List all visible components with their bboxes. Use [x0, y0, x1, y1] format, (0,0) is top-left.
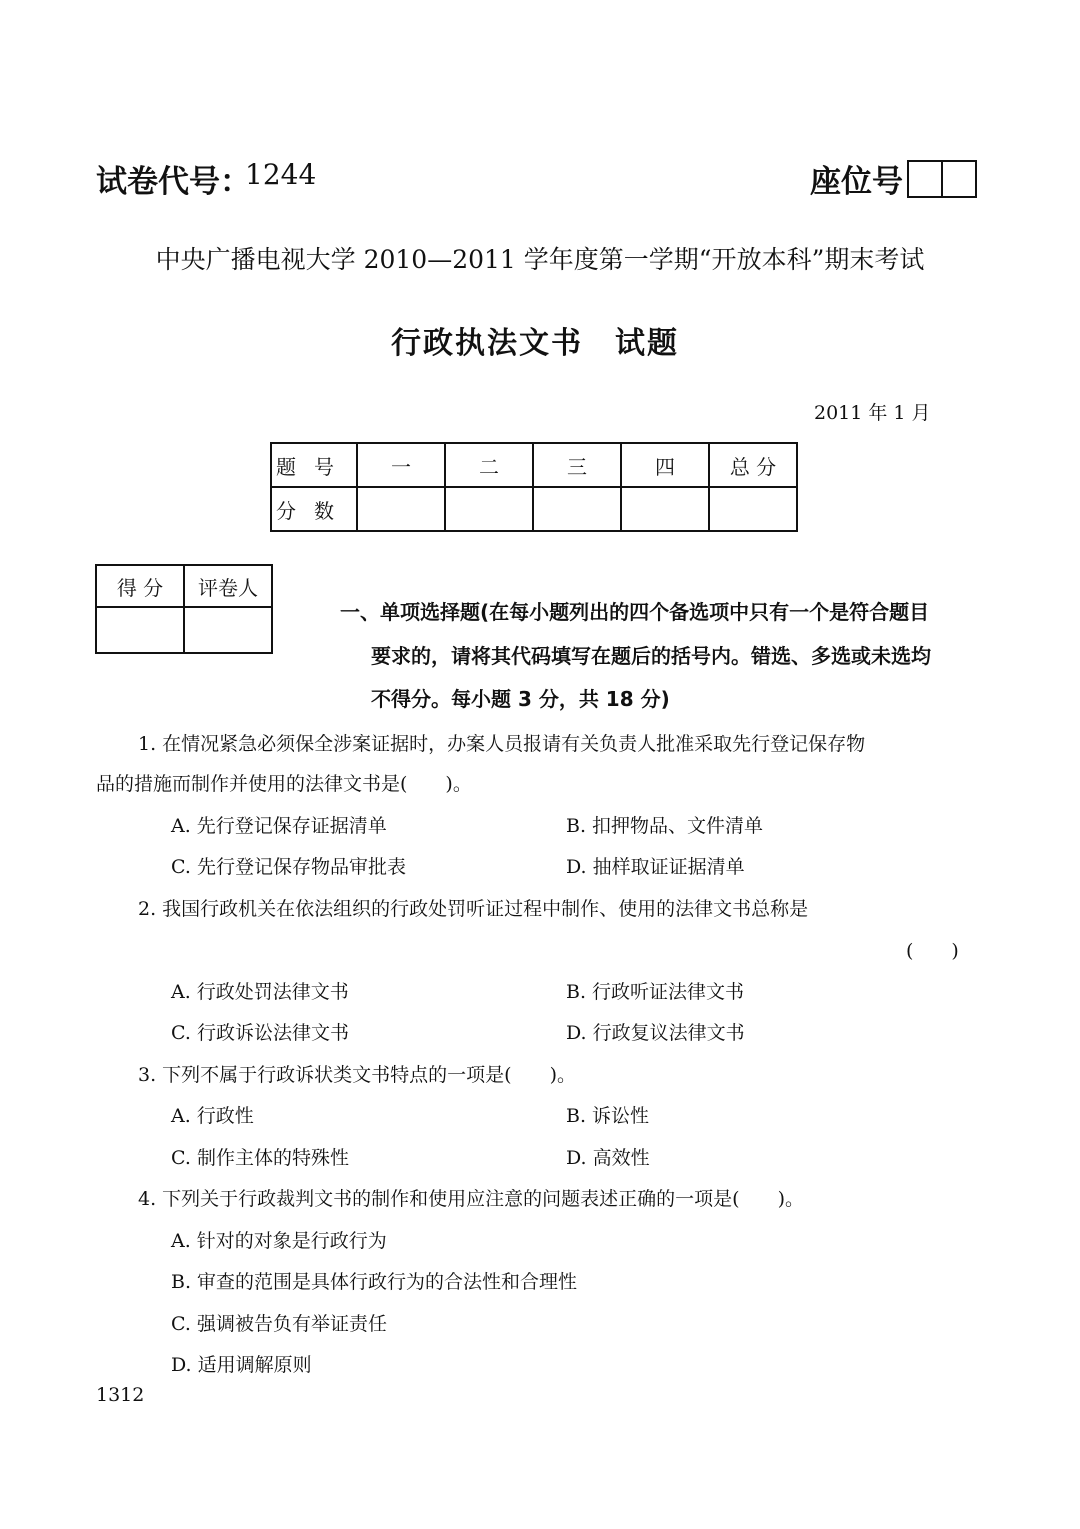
question-4-option-c: C. 强调被告负有举证责任 [171, 1313, 387, 1335]
score-table-row-head-score: 分数 [271, 487, 357, 531]
question-1-option-b: B. 扣押物品、文件清单 [566, 815, 764, 837]
question-4-option-d: D. 适用调解原则 [171, 1354, 312, 1376]
seat-box-2[interactable] [941, 162, 975, 196]
grader-name-cell[interactable] [184, 607, 272, 653]
score-cell-4[interactable] [621, 487, 709, 531]
grader-score-cell[interactable] [96, 607, 184, 653]
question-3-option-d: D. 高效性 [566, 1147, 650, 1169]
page-number: 1312 [96, 1384, 145, 1406]
question-2-text: 2. 我国行政机关在依法组织的行政处罚听证过程中制作、使用的法律文书总称是 [138, 898, 809, 920]
question-3-option-a: A. 行政性 [171, 1105, 254, 1127]
question-2-option-a: A. 行政处罚法律文书 [171, 981, 349, 1003]
question-4-option-b: B. 审查的范围是具体行政行为的合法性和合理性 [171, 1271, 578, 1293]
seat-number [810, 156, 977, 201]
question-2-option-b: B. 行政听证法律文书 [566, 981, 745, 1003]
question-4-text: 4. 下列关于行政裁判文书的制作和使用应注意的问题表述正确的一项是( )。 [138, 1188, 804, 1210]
score-table-row-head-question: 题号 [271, 443, 357, 487]
exam-title: 行政执法文书 试题 [391, 326, 679, 361]
score-table [270, 442, 798, 532]
score-table-col-total: 总 分 [709, 443, 797, 487]
grader-score-label: 得 分 [96, 565, 184, 607]
score-cell-3[interactable] [533, 487, 621, 531]
question-1-text-cont: 品的措施而制作并使用的法律文书是( )。 [96, 773, 472, 795]
question-2-option-c: C. 行政诉讼法律文书 [171, 1022, 349, 1044]
section-1-instructions-line-2: 要求的，请将其代码填写在题后的括号内。错选、多选或未选均 [371, 644, 931, 668]
exam-code-label: 试卷代号： [96, 164, 251, 200]
grader-name-label: 评卷人 [184, 565, 272, 607]
question-4-option-a: A. 针对的对象是行政行为 [171, 1230, 387, 1252]
question-1-option-a: A. 先行登记保存证据清单 [171, 815, 387, 837]
score-table-col-1: 一 [357, 443, 445, 487]
question-1-option-d: D. 抽样取证证据清单 [566, 856, 745, 878]
score-cell-2[interactable] [445, 487, 533, 531]
seat-number-label: 座位号 [810, 164, 903, 200]
score-table-col-2: 二 [445, 443, 533, 487]
section-1-instructions-line-3: 不得分。每小题 3 分，共 18 分) [371, 687, 670, 711]
question-2-option-d: D. 行政复议法律文书 [566, 1022, 745, 1044]
question-1-option-c: C. 先行登记保存物品审批表 [171, 856, 406, 878]
exam-date: 2011 年 1 月 [814, 402, 931, 424]
question-2-answer-bracket: ( ) [906, 940, 959, 962]
question-1-text: 1. 在情况紧急必须保全涉案证据时，办案人员报请有关负责人批准采取先行登记保存物 [138, 733, 866, 755]
score-table-score-row [271, 487, 797, 531]
seat-box-1[interactable] [909, 162, 941, 196]
section-1-heading: 一、单项选择题(在每小题列出的四个备选项中只有一个是符合题目 [340, 600, 930, 624]
exam-subtitle: 中央广播电视大学 2010—2011 学年度第一学期“开放本科”期末考试 [155, 245, 925, 274]
question-3-option-c: C. 制作主体的特殊性 [171, 1147, 349, 1169]
score-table-header-row [271, 443, 797, 487]
score-table-col-4: 四 [621, 443, 709, 487]
exam-code: 1244 [245, 158, 317, 191]
question-3-text: 3. 下列不属于行政诉状类文书特点的一项是( )。 [138, 1064, 576, 1086]
question-3-option-b: B. 诉讼性 [566, 1105, 650, 1127]
grader-table [95, 564, 273, 654]
score-cell-1[interactable] [357, 487, 445, 531]
score-cell-total[interactable] [709, 487, 797, 531]
score-table-col-3: 三 [533, 443, 621, 487]
seat-number-boxes[interactable] [907, 160, 977, 198]
